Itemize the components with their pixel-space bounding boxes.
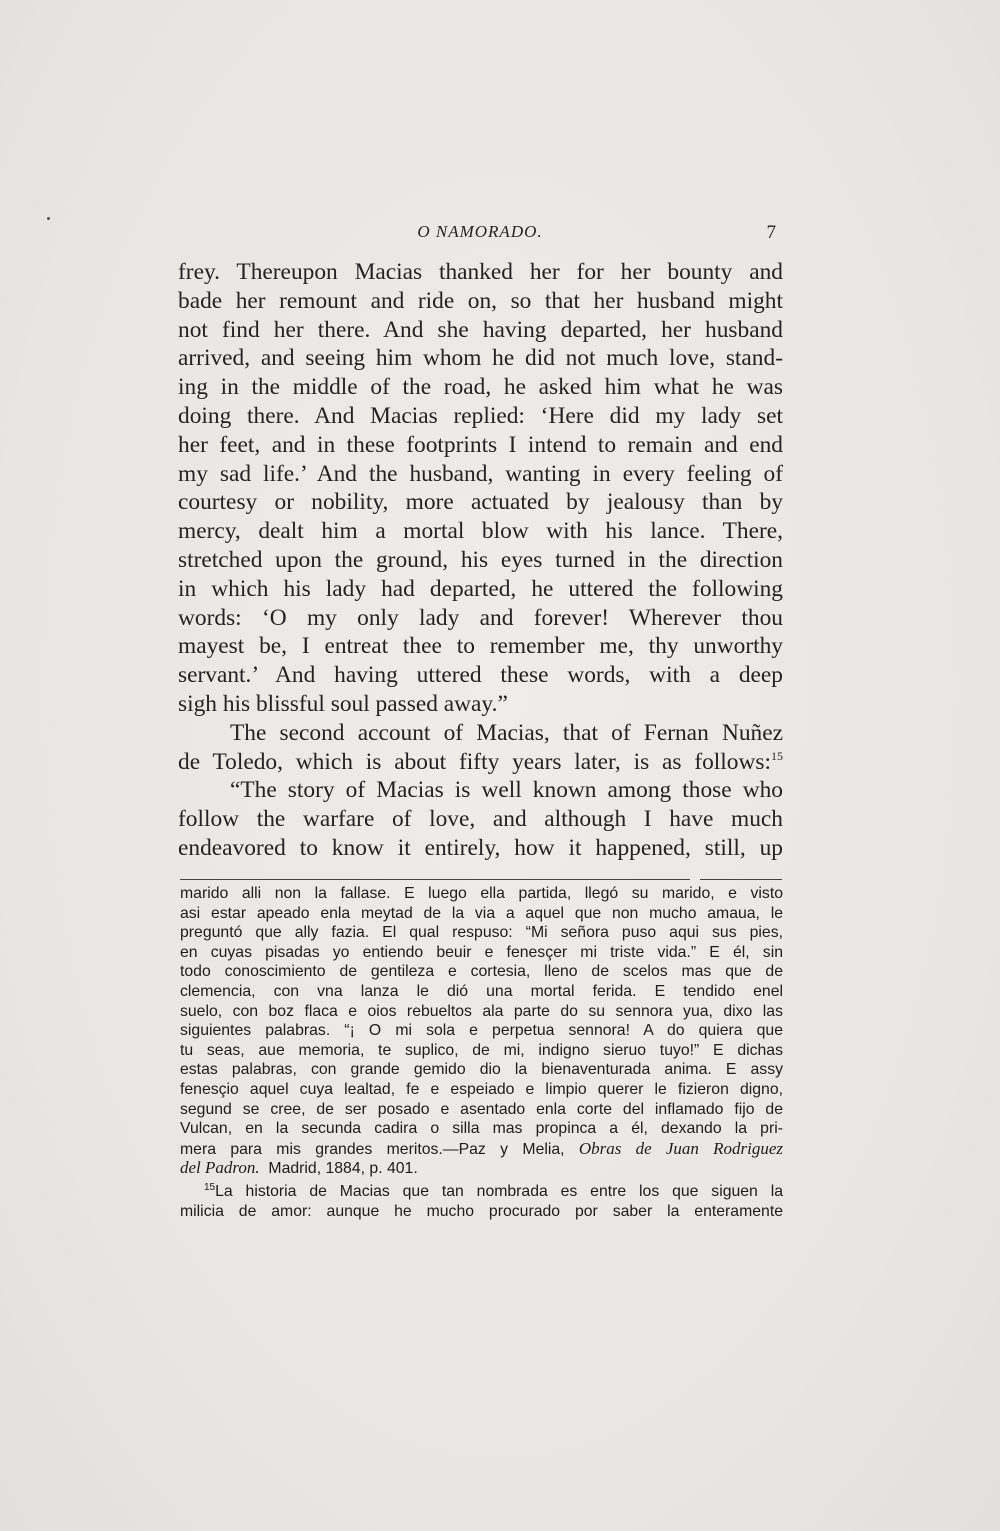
text-line: words: ‘O my only lady and forever! Wherever thou [178,604,783,631]
footnote-line: milicia de amor: aunque he mucho procurado por saber la enteramente [180,1202,783,1220]
footnote-line: en cuyas pisadas yo entiendo beuir e fenesçer mi triste vida.” E él, sin [180,943,783,961]
footnote-line: estas palabras, con grande gemido dio la bienaventurada anima. E assy [180,1061,783,1079]
footnote-line: Vulcan, en la secunda cadira o silla mas propinca a él, dexando la pri- [180,1120,783,1138]
text-line: her feet, and in these footprints I intend to remain and end [178,431,783,458]
text-line: endeavored to know it entirely, how it happened, still, up [178,834,783,861]
running-title: O NAMORADO. [417,222,543,241]
ink-speck [47,217,50,220]
footnote-reference: 15 [771,748,783,763]
footnote-line-content: La historia de Macias que tan nombrada es entre los que siguen la [215,1182,783,1200]
text-line: mayest be, I entreat thee to remember me, thy unworthy [178,633,783,660]
citation-title: Obras de Juan Rodriguez [578,1138,784,1158]
page-number: 7 [766,222,776,243]
footnote-line-content: mera para mis grandes meritos.—Paz y Melia, [180,1140,565,1158]
text-line: “The story of Macias is well known among those who [230,777,783,804]
text-line: The second account of Macias, that of Fernan Nuñez [230,719,783,746]
text-line: doing there. And Macias replied: ‘Here did my lady set [178,402,783,429]
text-line-content: de Toledo, which is about fifty years later, is as follows: [178,748,771,775]
text-line: stretched upon the ground, his eyes turned in the direction [178,546,783,573]
text-line: sigh his blissful soul passed away.” [178,690,508,717]
footnote-15-first-line [180,1182,783,1202]
citation-title-continued: del Padron. [180,1158,260,1178]
footnote-line: asi estar apeado enla meytad de la via a aquel que non mucho amaua, le [180,904,783,922]
text-line: courtesy or nobility, more actuated by jealousy than by [178,489,783,516]
footnote-line-citation [180,1139,783,1159]
text-line: not find her there. And she having departed, her husband [178,316,783,343]
text-line: ing in the middle of the road, he asked him what he was [178,374,783,401]
footnote-number: 15 [204,1181,216,1193]
footnote-line: segund se cree, de ser posado e asentado enla corte del inflamado fijo de [180,1100,783,1118]
text-line: follow the warfare of love, and although I have much [178,806,783,833]
footnote-line-citation-end [180,1158,783,1178]
footnote-line: tu seas, aue memoria, te suplico, de mi, indigno sieruo tuyo!” E dichas [180,1041,783,1059]
text-line: frey. Thereupon Macias thanked her for her bounty and [178,259,783,285]
footnotes [180,884,783,1221]
citation-imprint: Madrid, 1884, p. 401. [268,1160,418,1178]
footnote-line: preguntó que ally fazia. El qual respuso: “Mi señora puso aqui sus pies, [180,924,783,942]
footnote-line: marido alli non la fallase. E luego ella partida, llegó su marido, e visto [180,885,783,902]
footnote-line: siguientes palabras. “¡ O mi sola e perpetua sennora! A do quiera que [180,1022,783,1040]
text-line: bade her remount and ride on, so that her husband might [178,287,783,314]
footnote-line: fenesçio aquel cuya lealtad, fe e espeiado e limpio querer le fizieron digno, [180,1080,783,1098]
text-line: mercy, dealt him a mortal blow with his lance. There, [178,518,783,545]
text-line: servant.’ And having uttered these words, with a deep [178,662,783,689]
text-line: my sad life.’ And the husband, wanting in every feeling of [178,460,783,487]
main-text [178,258,783,863]
footnote-line: clemencia, con vna lanza le dió una mortal ferida. E tendido enel [180,982,783,1000]
footnote-divider [180,879,690,880]
text-line: in which his lady had departed, he uttered the following [178,575,783,602]
footnote-divider-short [700,879,782,880]
text-line: arrived, and seeing him whom he did not much love, stand- [178,345,783,372]
running-head [178,222,782,248]
footnote-line: todo conoscimiento de gentileza e cortesia, lleno de scelos mas que de [180,963,783,981]
text-line-with-footnote [178,748,783,777]
footnote-line: suelo, con boz flaca e oios rebueltos ala parte do su sennora yua, dixo las [180,1002,783,1020]
